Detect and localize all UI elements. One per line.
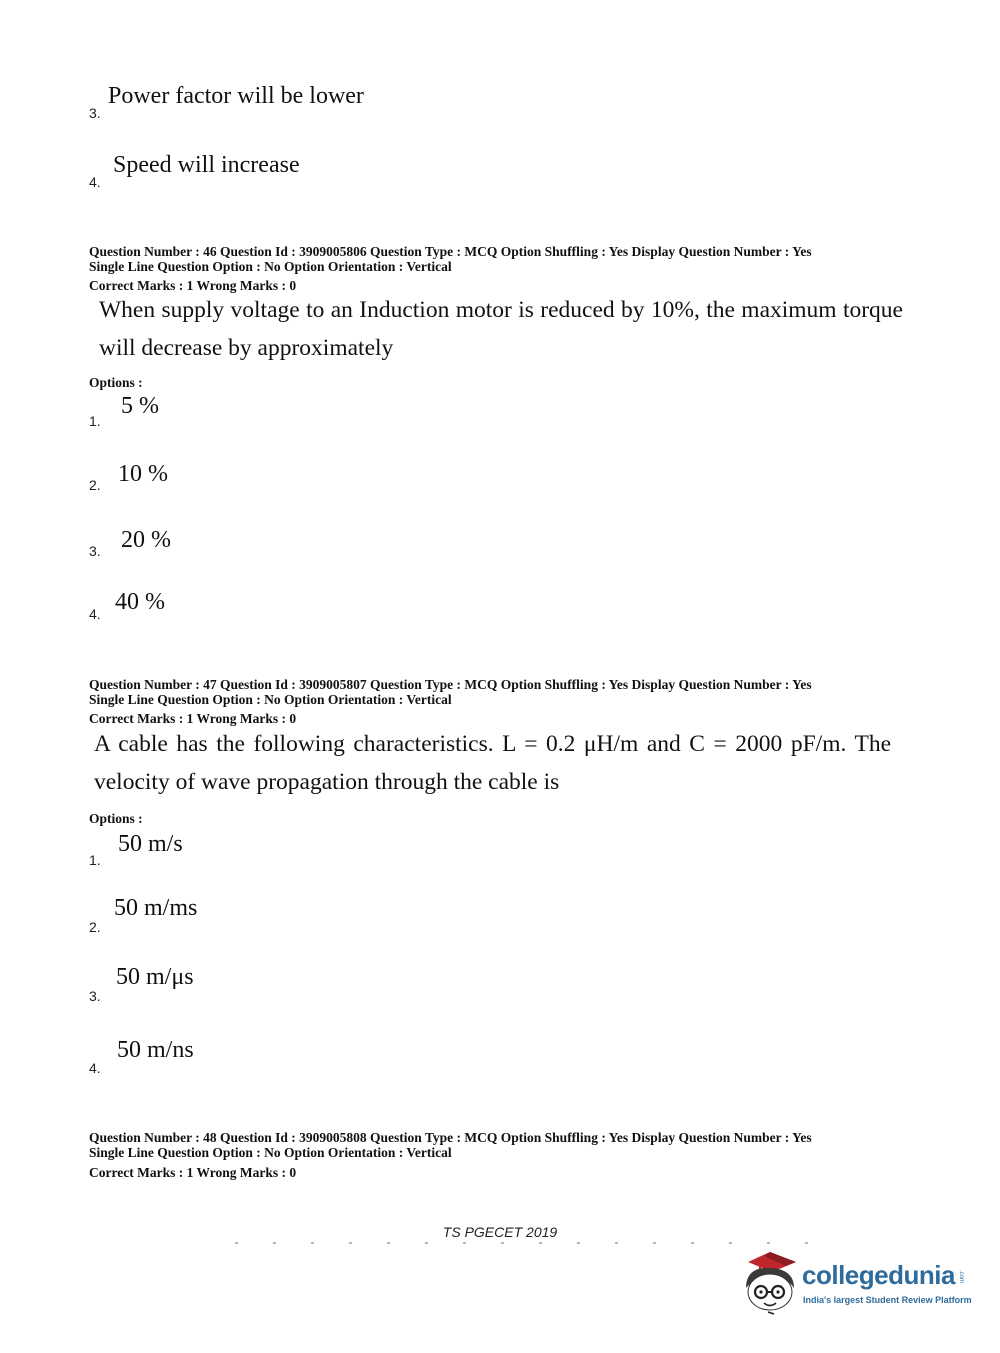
- option-number: 4.: [89, 174, 101, 190]
- option-number: 2.: [89, 919, 101, 935]
- options-label: Options :: [89, 811, 143, 826]
- option-number: 1.: [89, 852, 101, 868]
- footer-exam-title: TS PGECET 2019: [442, 1224, 558, 1240]
- option-number: 2.: [89, 477, 101, 493]
- option-text: 40 %: [115, 589, 165, 615]
- option-text: 20 %: [121, 527, 171, 553]
- question-meta-line2: Single Line Question Option : No Option Orientation : Vertical: [89, 1145, 452, 1160]
- question-text: When supply voltage to an Induction motor is reduced by 10%, the maximum torque will decrease by approximately: [99, 297, 903, 361]
- options-label: Options :: [89, 375, 143, 390]
- option-text: 50 m/s: [118, 831, 183, 857]
- student-mascot-icon: [740, 1248, 802, 1318]
- option-number: 3.: [89, 988, 101, 1004]
- brand-tagline: India's largest Student Review Platform: [803, 1295, 972, 1305]
- question-meta-line1: Question Number : 48 Question Id : 3909005808 Question Type : MCQ Option Shuffling : Yes Display Question Number : Yes: [89, 1130, 812, 1145]
- question-meta-line2: Single Line Question Option : No Option Orientation : Vertical: [89, 692, 452, 707]
- collegedunia-logo: [740, 1248, 970, 1318]
- question-meta-line1: Question Number : 47 Question Id : 3909005807 Question Type : MCQ Option Shuffling : Yes Display Question Number : Yes: [89, 677, 812, 692]
- option-text: Speed will increase: [113, 152, 300, 178]
- option-number: 4.: [89, 606, 101, 622]
- footer-divider: [235, 1242, 815, 1244]
- question-meta-line1: Question Number : 46 Question Id : 3909005806 Question Type : MCQ Option Shuffling : Yes Display Question Number : Yes: [89, 244, 812, 259]
- option-number: 1.: [89, 413, 101, 429]
- option-text: 5 %: [121, 393, 159, 419]
- option-text: 50 m/μs: [116, 964, 194, 990]
- question-text: A cable has the following characteristics. L = 0.2 μH/m and C = 2000 pF/m. The velocity of wave propagation through the cable is: [94, 731, 891, 795]
- option-text: Power factor will be lower: [108, 83, 364, 109]
- question-meta-line2: Single Line Question Option : No Option Orientation : Vertical: [89, 259, 452, 274]
- brand-name: collegedunia: [802, 1260, 955, 1290]
- question-marks: Correct Marks : 1 Wrong Marks : 0: [89, 711, 297, 726]
- option-text: 10 %: [118, 461, 168, 487]
- question-marks: Correct Marks : 1 Wrong Marks : 0: [89, 1165, 297, 1180]
- option-text: 50 m/ns: [117, 1037, 194, 1063]
- option-text: 50 m/ms: [114, 895, 198, 921]
- question-marks: Correct Marks : 1 Wrong Marks : 0: [89, 278, 297, 293]
- option-number: 3.: [89, 543, 101, 559]
- option-number: 3.: [89, 105, 101, 121]
- brand-suffix: .com: [958, 1270, 964, 1284]
- option-number: 4.: [89, 1060, 101, 1076]
